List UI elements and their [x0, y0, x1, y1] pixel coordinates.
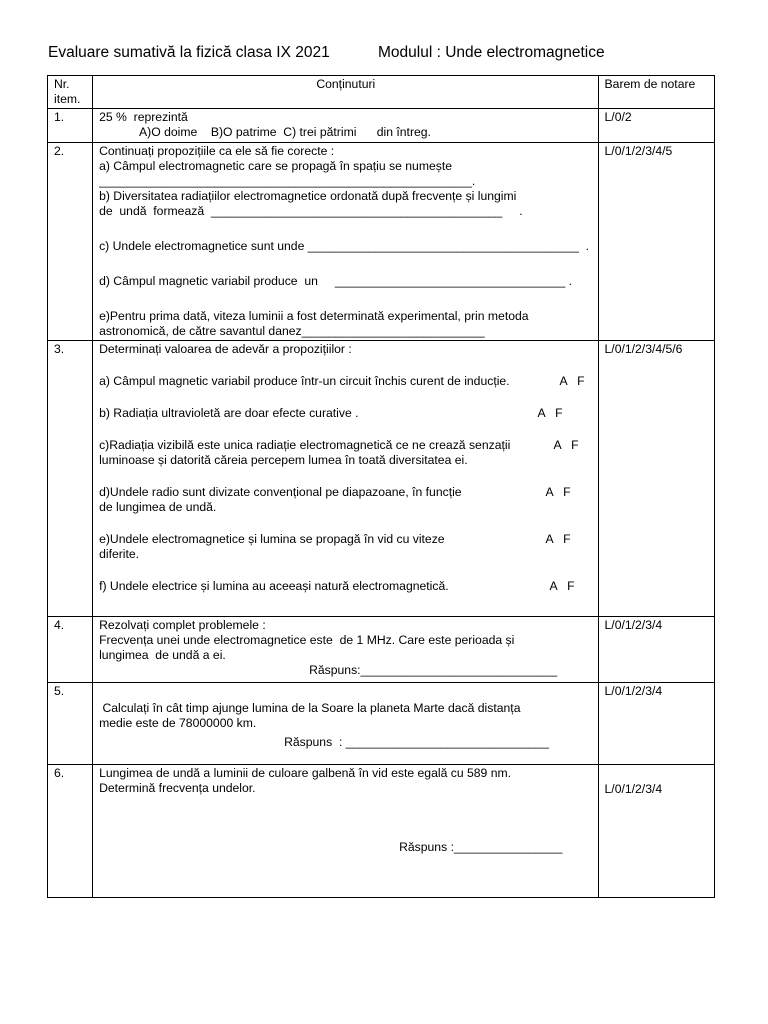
answer-field[interactable]: Răspuns:_____________________________	[309, 663, 558, 677]
true-false-statement	[99, 579, 592, 594]
table-row	[48, 683, 715, 765]
content-line: de undă formează ___________________________________________ .	[99, 204, 523, 218]
evaluation-table	[47, 75, 715, 898]
grade-label: L/0/1/2/3/4	[604, 782, 663, 796]
content-line: Rezolvați complet problemele :	[99, 618, 266, 632]
table-row	[48, 143, 715, 341]
content-line: Determină frecvența undelor.	[99, 781, 256, 795]
header-content: Conținuturi	[93, 76, 598, 109]
true-false-choice[interactable]: A F	[549, 579, 575, 593]
true-false-choice[interactable]: A F	[537, 406, 563, 420]
content-line: medie este de 78000000 km.	[99, 716, 257, 730]
statement-line: d)Undele radio sunt divizate convențional pe diapazoane, în funcție	[99, 485, 462, 499]
item-content	[93, 683, 598, 765]
answer-blank[interactable]: _______________________________________________________.	[99, 174, 476, 188]
statement-text	[99, 406, 358, 421]
statement-line: c)Radiația vizibilă este unica radiație electromagnetică ce ne crează senzații	[99, 438, 511, 452]
table-row	[48, 765, 715, 898]
true-false-statement	[99, 485, 592, 515]
test-title: Evaluare sumativă la fizică clasa IX 2021	[48, 44, 330, 61]
item-grade: L/0/1/2/3/4/5/6	[598, 341, 714, 617]
statement-line: b) Radiația ultravioletă are doar efecte curative .	[99, 406, 359, 420]
item-grade	[598, 765, 714, 898]
true-false-statement	[99, 532, 592, 562]
true-false-choice[interactable]: A F	[559, 374, 585, 388]
content-line: 25 % reprezintă	[99, 110, 188, 124]
true-false-statement	[99, 438, 592, 468]
statement-text	[99, 579, 449, 594]
item-number: 5.	[48, 683, 93, 765]
item-number: 3.	[48, 341, 93, 617]
true-false-choice[interactable]: A F	[553, 438, 579, 452]
content-line: Lungimea de undă a luminii de culoare galbenă în vid este egală cu 589 nm.	[99, 766, 512, 780]
content-line: d) Câmpul magnetic variabil produce un __________________________________ .	[99, 274, 573, 288]
statement-line: de lungimea de undă.	[99, 500, 217, 514]
table-row	[48, 617, 715, 683]
content-line: astronomică, de către savantul danez___________________________	[99, 324, 485, 338]
header-nr-line1: Nr.	[54, 77, 70, 91]
statement-text	[99, 438, 510, 468]
content-line: Continuați propozițiile ca ele să fie corecte :	[99, 144, 335, 158]
item-grade: L/0/2	[598, 109, 714, 143]
true-false-choice[interactable]: A F	[545, 532, 571, 546]
true-false-choice[interactable]: A F	[545, 485, 571, 499]
content-line: e)Pentru prima dată, viteza luminii a fost determinată experimental, prin metoda	[99, 309, 529, 323]
table-row	[48, 109, 715, 143]
statement-text	[99, 374, 510, 389]
content-line: Frecvența unei unde electromagnetice este de 1 MHz. Care este perioada și	[99, 633, 515, 647]
answer-field[interactable]: Răspuns :________________	[399, 840, 563, 854]
statement-line: diferite.	[99, 547, 140, 561]
page-header	[48, 44, 728, 62]
content-line: Determinați valoarea de adevăr a propozițiilor :	[99, 342, 352, 356]
item-content	[93, 143, 598, 341]
item-content	[93, 341, 598, 617]
true-false-statement	[99, 374, 592, 389]
header-grade: Barem de notare	[598, 76, 714, 109]
table-row	[48, 341, 715, 617]
content-line: b) Diversitatea radiațiilor electromagnetice ordonată după frecvențe și lungimi	[99, 189, 517, 203]
true-false-statement	[99, 406, 592, 421]
item-grade: L/0/1/2/3/4/5	[598, 143, 714, 341]
item-content	[93, 617, 598, 683]
item-number: 1.	[48, 109, 93, 143]
item-number: 6.	[48, 765, 93, 898]
statement-line: luminoase și datorită căreia percepem lumea în toată diversitatea ei.	[99, 453, 468, 467]
item-content	[93, 109, 598, 143]
statement-line: e)Undele electromagnetice și lumina se propagă în vid cu viteze	[99, 532, 445, 546]
content-line: A)O doime B)O patrime C) trei pătrimi din întreg.	[99, 125, 431, 139]
content-line: c) Undele electromagnetice sunt unde ________________________________________ .	[99, 239, 590, 253]
table-header-row	[48, 76, 715, 109]
content-line: lungimea de undă a ei.	[99, 648, 226, 662]
content-line: a) Câmpul electromagnetic care se propagă în spațiu se numește	[99, 159, 453, 173]
header-nr-line2: item.	[54, 92, 81, 106]
statement-text	[99, 485, 461, 515]
content-line: Calculați în cât timp ajunge lumina de la Soare la planeta Marte dacă distanța	[99, 701, 521, 715]
item-number: 2.	[48, 143, 93, 341]
statement-line: f) Undele electrice și lumina au aceeași natură electromagnetică.	[99, 579, 449, 593]
item-number: 4.	[48, 617, 93, 683]
item-grade: L/0/1/2/3/4	[598, 617, 714, 683]
answer-field[interactable]: Răspuns : ______________________________	[284, 735, 550, 749]
item-grade: L/0/1/2/3/4	[598, 683, 714, 765]
statement-line: a) Câmpul magnetic variabil produce într-un circuit închis curent de inducție.	[99, 374, 510, 388]
statement-text	[99, 532, 445, 562]
module-title: Modulul : Unde electromagnetice	[378, 44, 605, 61]
item-content	[93, 765, 598, 898]
header-item-number	[48, 76, 93, 109]
